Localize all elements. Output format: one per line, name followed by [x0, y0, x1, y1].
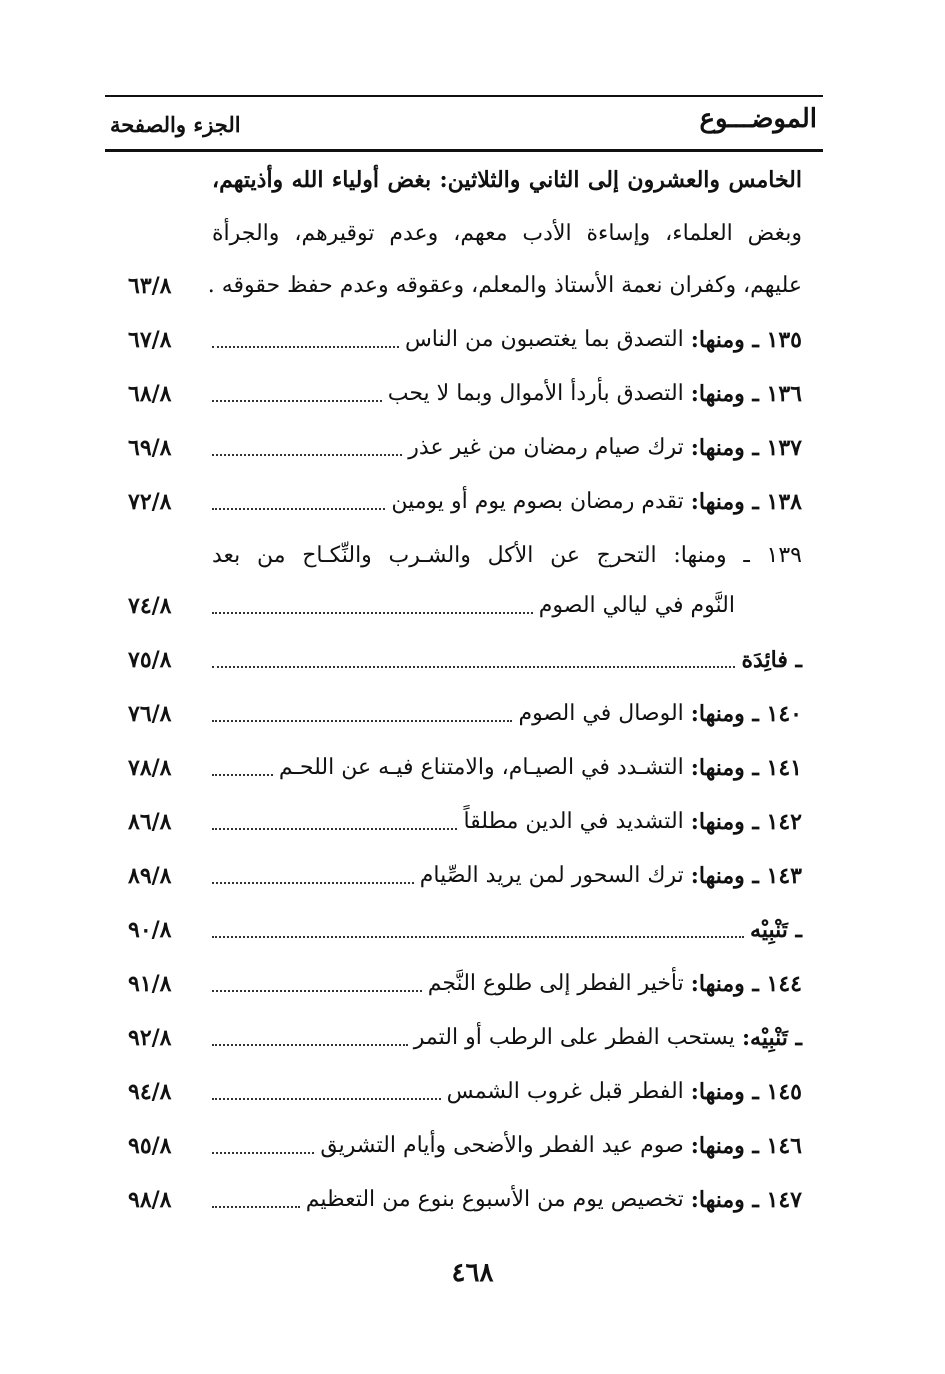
entry-number: ١٤٤ ـ ومنها:	[690, 971, 802, 997]
entry-title: تخصيص يوم من الأسبوع بنوع من التعظيم	[305, 1187, 684, 1212]
leader-dots	[212, 1151, 314, 1154]
toc-entry	[0, 694, 945, 734]
toc-entry	[0, 910, 945, 950]
intro-line-3: عليهم، وكفران نعمة الأستاذ والمعلم، وعقوقه وعدم حفظ حقوقه .	[207, 273, 802, 298]
leader-dots	[212, 989, 422, 992]
entry-number: ١٤٦ ـ ومنها:	[690, 1133, 802, 1159]
entry-page-ref: ٩٠/٨	[128, 917, 172, 943]
entry-title: النَّوم في ليالي الصوم	[538, 593, 735, 618]
header-top-rule	[105, 95, 823, 97]
page-number: ٤٦٨	[451, 1258, 494, 1288]
entry-number: ١٣٨ ـ ومنها:	[690, 489, 802, 515]
leader-dots	[212, 345, 399, 348]
entry-page-ref: ٩١/٨	[128, 971, 172, 997]
entry-page-ref: ٧٢/٨	[128, 489, 172, 515]
entry-title: التشديد في الدين مطلقاً	[463, 809, 684, 834]
entry-title: الوصال في الصوم	[518, 701, 684, 726]
entry-number: ١٤٧ ـ ومنها:	[690, 1187, 802, 1213]
entry-number: ١٤١ ـ ومنها:	[690, 755, 802, 781]
toc-entry	[0, 640, 945, 680]
entry-page-ref: ٩٤/٨	[128, 1079, 172, 1105]
toc-entry	[0, 1126, 945, 1166]
entry-number: ١٣٦ ـ ومنها:	[690, 381, 802, 407]
entry-title: ترك صيام رمضان من غير عذر	[408, 435, 684, 460]
entry-title: تأخير الفطر إلى طلوع النَّجم	[427, 971, 684, 996]
entry-page-ref: ٦٨/٨	[128, 381, 172, 407]
leader-dots	[212, 773, 273, 776]
entry-page-ref: ٩٢/٨	[128, 1025, 172, 1051]
entry-page-ref: ٦٧/٨	[128, 327, 172, 353]
header-page-label: الجزء والصفحة	[110, 112, 241, 137]
leader-dots	[212, 611, 533, 614]
entry-title: التشـدد في الصيـام، والامتناع فيـه عن اللحـم	[278, 755, 684, 780]
leader-dots	[212, 881, 414, 884]
entry-page-ref: ٧٥/٨	[128, 647, 172, 673]
toc-entry	[0, 320, 945, 360]
entry-number: ١٣٧ ـ ومنها:	[690, 435, 802, 461]
leader-dots	[212, 827, 457, 830]
intro-line-2: وبغض العلماء، وإساءة الأدب معهم، وعدم توقيرهم، والجرأة	[212, 221, 802, 246]
toc-entry	[0, 856, 945, 896]
leader-dots	[212, 935, 744, 938]
entry-title: التصدق بأردأ الأموال وبما لا يحب	[387, 381, 684, 406]
toc-entry	[0, 482, 945, 522]
intro-line-1: الخامس والعشرون إلى الثاني والثلاثين: بغض أولياء الله وأذيتهم،	[212, 167, 802, 193]
entry-title: يستحب الفطر على الرطب أو التمر	[413, 1025, 735, 1050]
header-topic-label: الموضـــوع	[699, 104, 817, 134]
entry-page-ref: ٧٨/٨	[128, 755, 172, 781]
toc-entry	[0, 1180, 945, 1220]
header-bottom-rule	[105, 149, 823, 152]
entry-page-ref: ٧٦/٨	[128, 701, 172, 727]
entry-title: التصدق بما يغتصبون من الناس	[404, 327, 684, 352]
toc-entry	[0, 964, 945, 1004]
entry-number: ١٤٠ ـ ومنها:	[690, 701, 802, 727]
entry-page-ref: ٧٤/٨	[128, 593, 172, 619]
leader-dots	[212, 719, 512, 722]
entry-number: ١٤٣ ـ ومنها:	[690, 863, 802, 889]
entry-title: الفطر قبل غروب الشمس	[446, 1079, 684, 1104]
entry-page-ref: ٩٥/٨	[128, 1133, 172, 1159]
entry-title: ترك السحور لمن يريد الصِّيام	[419, 863, 684, 888]
leader-dots	[212, 1205, 300, 1208]
entry-number: ١٤٥ ـ ومنها:	[690, 1079, 802, 1105]
entry-page-ref: ٩٨/٨	[128, 1187, 172, 1213]
entry-139-line-1: ١٣٩ ـ ومنها: التحرج عن الأكل والشـرب والنِّكـاح من بعد	[212, 543, 802, 568]
leader-dots	[212, 399, 382, 402]
toc-entry	[0, 586, 945, 626]
leader-dots	[212, 453, 402, 456]
entry-page-ref: ٨٩/٨	[128, 863, 172, 889]
toc-entry	[0, 1072, 945, 1112]
entry-number: ـ تَنْبِيْه:	[741, 1025, 802, 1051]
leader-dots	[212, 1043, 408, 1046]
leader-dots	[212, 665, 735, 668]
toc-entry	[0, 802, 945, 842]
toc-entry	[0, 428, 945, 468]
entry-number: ـ فائِدَة	[741, 647, 802, 673]
entry-title: صوم عيد الفطر والأضحى وأيام التشريق	[320, 1133, 684, 1158]
leader-dots	[212, 507, 385, 510]
toc-entry	[0, 748, 945, 788]
entry-number: ـ تَنْبِيْه	[750, 917, 802, 943]
entry-page-ref: ٨٦/٨	[128, 809, 172, 835]
toc-entry	[0, 374, 945, 414]
leader-dots	[212, 1097, 441, 1100]
entry-number: ١٣٥ ـ ومنها:	[690, 327, 802, 353]
intro-page-ref: ٦٣/٨	[128, 273, 172, 299]
toc-entry	[0, 1018, 945, 1058]
entry-title: تقدم رمضان بصوم يوم أو يومين	[391, 489, 684, 514]
entry-page-ref: ٦٩/٨	[128, 435, 172, 461]
entry-number: ١٤٢ ـ ومنها:	[690, 809, 802, 835]
